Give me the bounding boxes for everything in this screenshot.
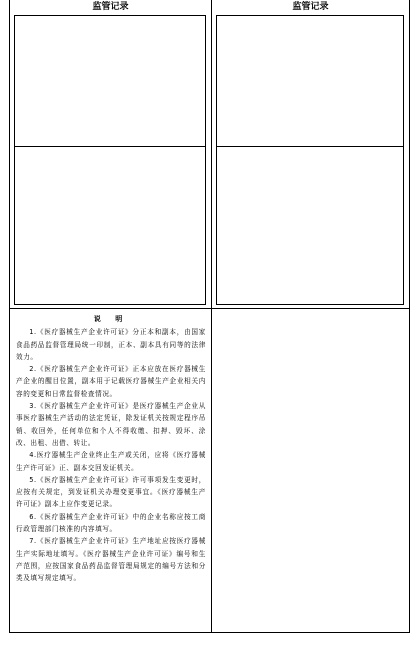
instruction-item: 6.《医疗器械生产企业许可证》中的企业名称应按工商行政管理部门核准的内容填写。: [16, 512, 206, 534]
instruction-item: 3.《医疗器械生产企业许可证》是医疗器械生产企业从事医疗器械生产活动的法定凭证，除发证机关按规定程序吊销、收回外，任何单位和个人不得收缴、扣押、毁坏、涂改、出租、出借、转让。: [16, 402, 206, 447]
instructions-section: [16, 313, 206, 585]
left-column-title: 监管记录: [92, 2, 129, 12]
instruction-item: 4.医疗器械生产企业终止生产或关闭，应将《医疗器械生产许可证》正、副本交回发证机关。: [16, 451, 206, 472]
instruction-item: 7.《医疗器械生产企业许可证》生产地址应按医疗器械生产实际地址填写。《医疗器械生产企业许可证》编号和生产范围，应按国家食品药品监督管理局规定的编号方法和分类及填写规定填写。: [16, 537, 206, 583]
left-supervision-record-box: [14, 15, 206, 305]
instruction-item: 5.《医疗器械生产企业许可证》许可事项发生变更时，应按有关规定，到发证机关办理变更事宜。《医疗器械生产许可证》副本上应作变更记录。: [16, 475, 206, 509]
right-column-title: 监管记录: [292, 2, 329, 12]
instruction-item: 1.《医疗器械生产企业许可证》分正本和副本，由国家食品药品监督管理局统一印制，正本、副本具有同等的法律效力。: [16, 328, 206, 361]
instruction-item: 2.《医疗器械生产企业许可证》正本应放在医疗器械生产企业的醒目位置，副本用于记载医疗器械生产企业相关内容的变更和日常监督检查情况。: [16, 365, 206, 398]
right-record-divider: [217, 146, 403, 147]
left-record-divider: [15, 146, 205, 147]
section-divider: [10, 308, 409, 309]
instructions-title: 说 明: [93, 315, 129, 323]
column-divider: [211, 0, 212, 632]
document-page: [9, 0, 410, 633]
right-supervision-record-box: [216, 15, 404, 305]
